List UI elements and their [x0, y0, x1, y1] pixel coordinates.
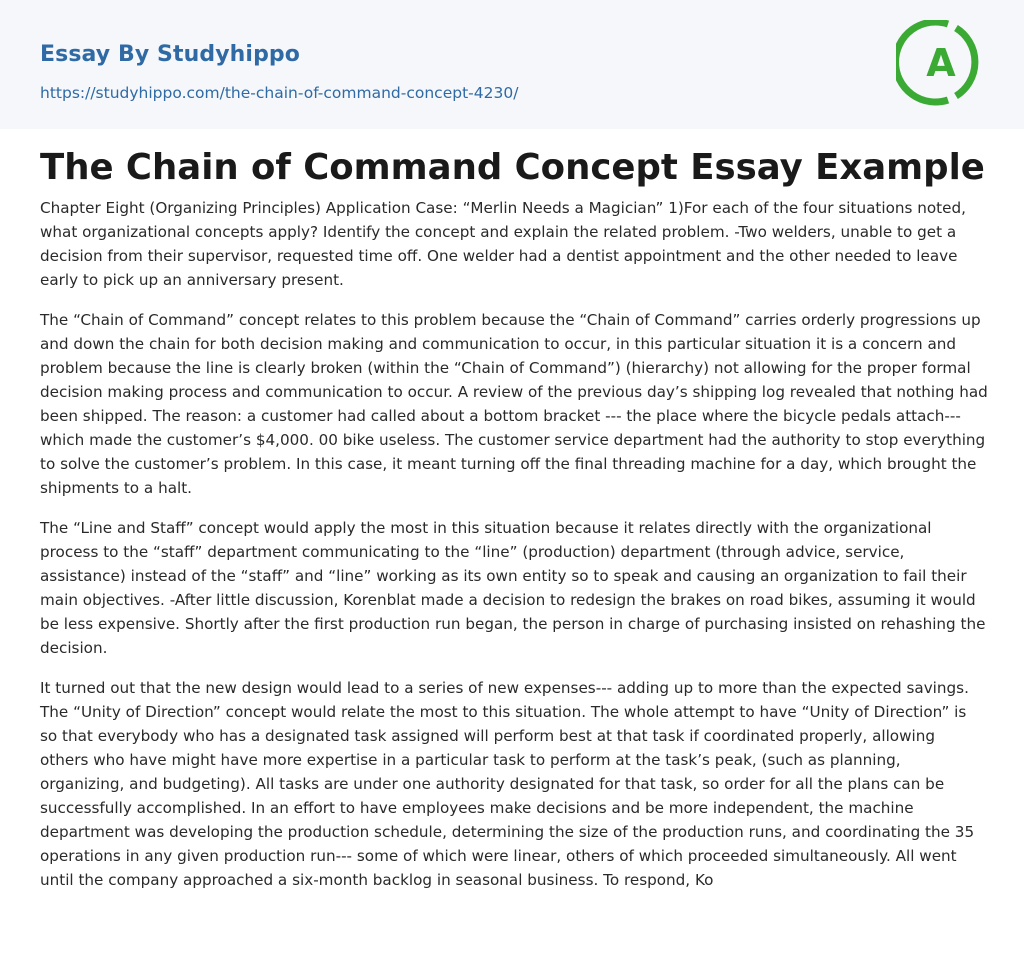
article-paragraph-2: The “Chain of Command” concept relates to this problem because the “Chain of Command” carries orderly progressions up and down the chain for both decision making and communication to occur, in this particular situation it is a concern and problem because the line is clearly broken (within the “Chain of Command”) (hierarchy) not allowing for the proper formal decision making process and communication to occur. A review of the previous day’s shipping log revealed that nothing had been shipped. The reason: a customer had called about a bottom bracket --- the place where the bicycle pedals attach--- which made the customer’s $4,000. 00 bike useless. The customer service department had the authority to stop everything to solve the customer’s problem. In this case, it meant turning off the final threading machine for a day, which brought the shipments to a halt.: [40, 311, 988, 497]
page-url-link[interactable]: https://studyhippo.com/the-chain-of-command-concept-4230/: [40, 84, 519, 102]
article-title: The Chain of Command Concept Essay Example: [40, 147, 985, 188]
article-paragraph-4: It turned out that the new design would lead to a series of new expenses--- adding up to more than the expected savings. The “Unity of Direction” concept would relate the most to this situation. The whole attempt to have “Unity of Direction” is so that everybody who has a designated task assigned will perform best at that task if coordinated properly, allowing others who have might have more expertise in a particular task to perform at the task’s peak, (such as planning, organizing, and budgeting). All tasks are under one authority designated for that task, so order for all the plans can be successfully accomplished. In an effort to have employees make decisions and be more independent, the machine department was developing the production schedule, determining the size of the production runs, and coordinating the 35 operations in any given production run--- some of which were linear, others of which proceeded simultaneously. All went until the company approached a six-month backlog in seasonal business. To respond, Ko: [40, 679, 975, 889]
logo-letter: A: [926, 41, 956, 85]
site-brand[interactable]: Essay By Studyhippo: [40, 42, 300, 67]
article-paragraph-1: Chapter Eight (Organizing Principles) Application Case: “Merlin Needs a Magician” 1)For each of the four situations noted, what organizational concepts apply? Identify the concept and explain the related problem. -Two welders, unable to get a decision from their supervisor, requested time off. One welder had a dentist appointment and the other needed to leave early to pick up an anniversary present.: [40, 199, 966, 289]
article-paragraph-3: The “Line and Staff” concept would apply the most in this situation because it relates directly with the organizational process to the “staff” department communicating to the “line” (production) department (through advice, service, assistance) instead of the “staff” and “line” working as its own entity so to speak and causing an organization to fail their main objectives. -After little discussion, Korenblat made a decision to redesign the brakes on road bikes, assuming it would be less expensive. Shortly after the first production run began, the person in charge of purchasing insisted on rehashing the decision.: [40, 519, 986, 657]
studyhippo-logo-icon[interactable]: [896, 20, 986, 106]
site-header: [0, 0, 1024, 129]
article: [40, 146, 988, 908]
